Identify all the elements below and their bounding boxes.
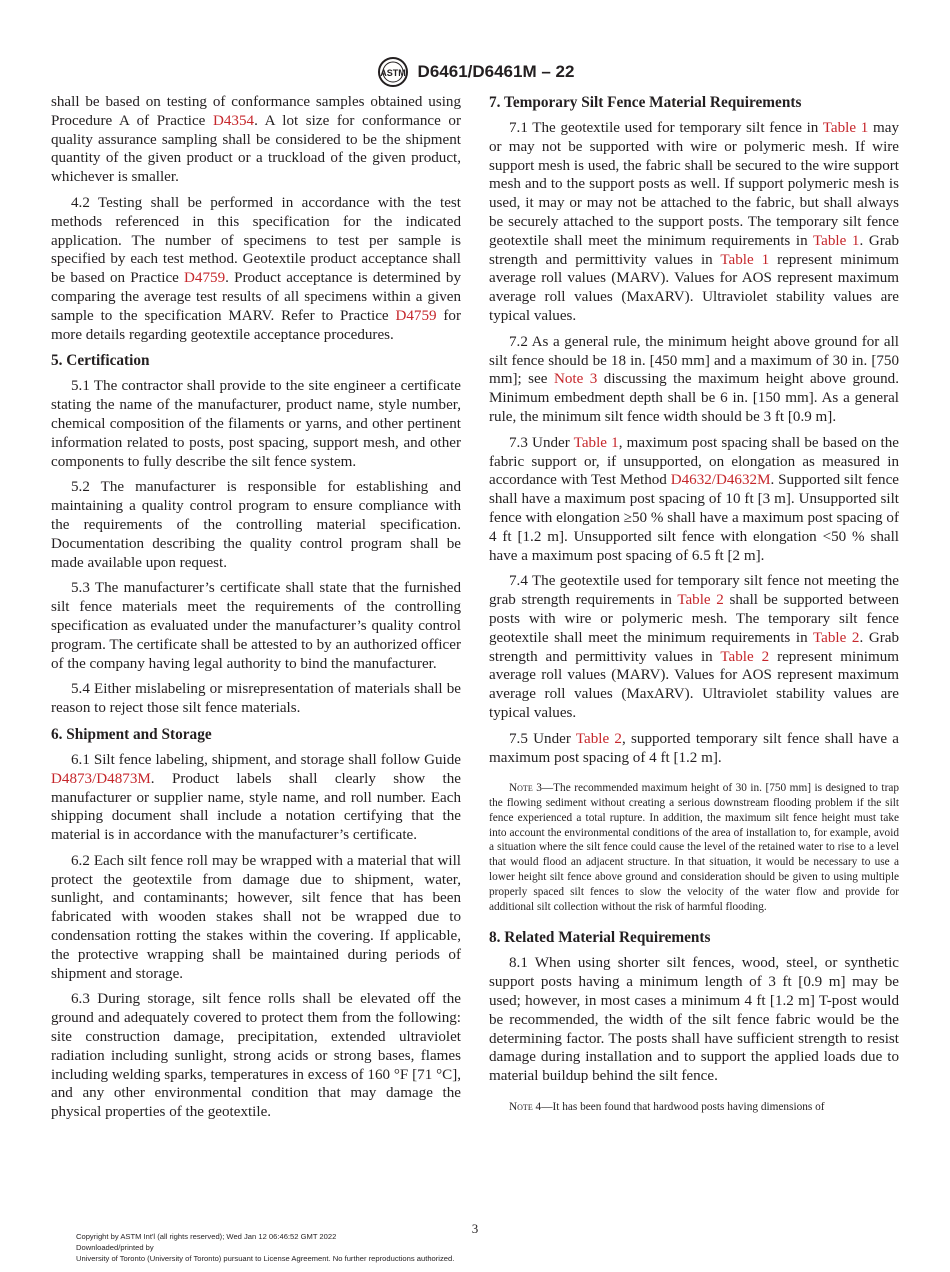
page-number: 3: [471, 1221, 479, 1236]
paragraph-5-3: 5.3 The manufacturer’s certificate shall state that the furnished silt fence materials meet the requirements of the controlling specification as evaluated under the manufacturer’s quality control program. The certificate shall be attested to by an authorized officer of the company having legal authority to bind the manufacturer.: [51, 580, 461, 672]
paragraph-7-5: 7.5 Under Table 2, supported temporary silt fence shall have a maximum post spacing of 4 ft [1.2 m].: [489, 730, 899, 766]
paragraph-5-1: 5.1 The contractor shall provide to the site engineer a certificate stating the name of the manufacturer, product name, style number, chemical composition of the filaments or yarns, and other pertinent information related to posts, post spacing, support mesh, and other components to fully describe the silt fence system.: [51, 378, 461, 470]
paragraph-5-2: 5.2 The manufacturer is responsible for establishing and maintaining a quality control program to ensure compliance with the requirements of the controlling material specification. Documentation describing the quality control program shall be made available upon request.: [51, 479, 461, 571]
note-3: Note 3—The recommended maximum height of 30 in. [750 mm] is designed to trap the flowing sediment without creating a serious downstream flooding problem if the silt fence experienced a total rupture. In addition, the maximum silt fence height must take into account the environmental conditions of the area of installation to, for example, avoid a situation where the silt fence could cause the level of the retained water to rise to a level that would flood an adjacent structure. In that situation, it would be necessary to use a lower height silt fence above ground and consideration should be given to using multiple properly spaced silt fences to slow the velocity of the water flow and provide for additional silt collection without the risk of harmful flooding.: [489, 782, 899, 913]
footer-line-license: University of Toronto (University of Toronto) pursuant to License Agreement. No further reproductions authorized.: [76, 1254, 455, 1263]
section-heading-6: 6. Shipment and Storage: [51, 725, 212, 743]
note-label: Note: [509, 782, 533, 795]
astm-logo-icon: [376, 56, 410, 88]
ref-table-2-link[interactable]: Table 2: [677, 592, 724, 609]
paragraph-6-1: 6.1 Silt fence labeling, shipment, and storage shall follow Guide D4873/D4873M. Product labels shall clearly show the manufacturer or supplier name, style name, and roll number. Each shipping document shall include a notation certifying that the material is in accordance with the manufacturer’s certificate.: [51, 751, 461, 844]
ref-note-3-link[interactable]: Note 3: [553, 371, 598, 388]
ref-table-1-link[interactable]: Table 1: [822, 120, 869, 136]
footer-line-copyright: Copyright by ASTM Int'l (all rights reserved); Wed Jan 12 06:46:52 GMT 2022: [76, 1232, 337, 1241]
paragraph-8-1: 8.1 When using shorter silt fences, wood, steel, or synthetic support posts having a minimum length of 3 ft [0.9 m] may be used; however, in most cases a minimum 4 ft [1.2 m] T-post would be recommended, the width of the silt fence fabric would be the determining factor. The posts shall have sufficient strength to resist damage during installation and to support the applied loads due to material buildup behind the silt fence.: [489, 955, 899, 1085]
ref-table-2-link[interactable]: Table 2: [575, 730, 622, 747]
logo-text: ASTM: [379, 68, 406, 78]
footer-line-downloaded: Downloaded/printed by: [76, 1243, 154, 1252]
note-4: Note 4—It has been found that hardwood posts having dimensions of: [509, 1101, 825, 1114]
page-header: [0, 56, 950, 93]
left-column: [51, 93, 461, 1129]
paragraph-7-1: 7.1 The geotextile used for temporary silt fence in Table 1 may or may not be supported with wire or polymeric mesh. If wire support mesh is used, the fabric shall be secured to the wire support mesh and to the support posts as well. If support polymeric mesh is used, it may or may not be attached to the fabric, but shall always be securely attached to the support posts. The temporary silt fence geotextile shall meet the minimum requirements in Table 1. Grab strength and permittivity values in Table 1 represent minimum average roll values (MARV). Values for AOS represent maximum average roll values (MaxARV). Ultraviolet stability values are typical values.: [489, 120, 900, 324]
ref-d4873-link[interactable]: D4873/D4873M: [51, 770, 151, 787]
paragraph-5-4: 5.4 Either mislabeling or misrepresentation of materials shall be reason to reject those silt fence materials.: [51, 681, 461, 717]
copyright-footer: [76, 1231, 454, 1264]
ref-d4354-link[interactable]: D4354: [212, 112, 255, 129]
ref-table-1-link[interactable]: Table 1: [812, 232, 860, 249]
paragraph-7-4: 7.4 The geotextile used for temporary silt fence not meeting the grab strength requirements in Table 2 shall be supported between posts with wire or polymeric mesh. The temporary silt fence geotextile shall meet the minimum requirements in Table 2. Grab strength and permittivity values in Table 2 represent minimum average roll values (MARV). Values for AOS represent maximum average roll values (MaxARV). Ultraviolet stability values are typical values.: [489, 573, 900, 721]
ref-table-2-link[interactable]: Table 2: [720, 648, 770, 665]
paragraph-7-2: 7.2 As a general rule, the minimum height above ground for all silt fence should be 18 in. [450 mm] and a maximum of 30 in. [750 mm]; see Note 3 discussing the maximum height above ground. Minimum embedment depth shall be 6 in. [150 mm]. As a general rule, the minimum silt fence width should be 3 ft [0.9 m].: [489, 333, 900, 425]
note-label: Note: [509, 1101, 533, 1114]
paragraph-6-2: 6.2 Each silt fence roll may be wrapped with a material that will protect the geotextile from damage due to shipment, water, sunlight, and contaminants; however, silt fence that has been fabricated with wooden stakes shall not be wrapped due to condensation rotting the stakes within the covering. If applicable, the protective wrapping shall be maintained during periods of shipment and storage.: [51, 852, 461, 982]
section-heading-7: 7. Temporary Silt Fence Material Requirements: [489, 94, 802, 111]
ref-d4759-link[interactable]: D4759: [184, 270, 226, 287]
right-column: [489, 93, 899, 1129]
paragraph-4-1-cont: shall be based on testing of conformance samples obtained using Procedure A of Practice D4354. A lot size for conformance or quality assurance sampling shall be considered to be the shipment quantity of the given product or a truckload of the given product, whichever is smaller.: [51, 94, 461, 186]
ref-d4632-link[interactable]: D4632/D4632M: [670, 472, 771, 489]
ref-table-2-link[interactable]: Table 2: [812, 629, 860, 646]
ref-table-1-link[interactable]: Table 1: [720, 251, 770, 268]
paragraph-6-3: 6.3 During storage, silt fence rolls shall be elevated off the ground and adequately covered to protect them from the following: site construction damage, precipitation, extended ultraviolet radiation including sunlight, strong acids or strong bases, flames including welding sparks, temperatures in excess of 160 °F [71 °C], and any other environmental condition that may damage the physical properties of the geotextile.: [51, 991, 461, 1121]
section-heading-5: 5. Certification: [51, 352, 150, 370]
ref-table-1-link[interactable]: Table 1: [573, 434, 619, 451]
document-id: D6461/D6461M – 22: [417, 62, 575, 81]
section-heading-8: 8. Related Material Requirements: [489, 929, 711, 947]
ref-d4759-link[interactable]: D4759: [395, 307, 437, 324]
paragraph-4-2: 4.2 Testing shall be performed in accordance with the test methods referenced in this specification for the indicated application. The number of specimens to test per sample is specified by each test method. Geotextile product acceptance shall be based on Practice D4759. Product acceptance is determined by comparing the average test results of all specimens within a given sample to the specification MARV. Refer to Practice D4759 for more details regarding geotextile acceptance procedures.: [51, 194, 461, 343]
paragraph-7-3: 7.3 Under Table 1, maximum post spacing shall be based on the fabric support or, if unsupported, on elongation as measured in accordance with Test Method D4632/D4632M. Supported silt fence shall have a maximum post spacing of 10 ft [3 m]. Unsupported silt fence with elongation ≥50 % shall have a maximum post spacing of 4 ft [1.2 m]. Unsupported silt fence with elongation <50 % shall have a maximum post spacing of 6.5 ft [2 m].: [489, 434, 899, 564]
